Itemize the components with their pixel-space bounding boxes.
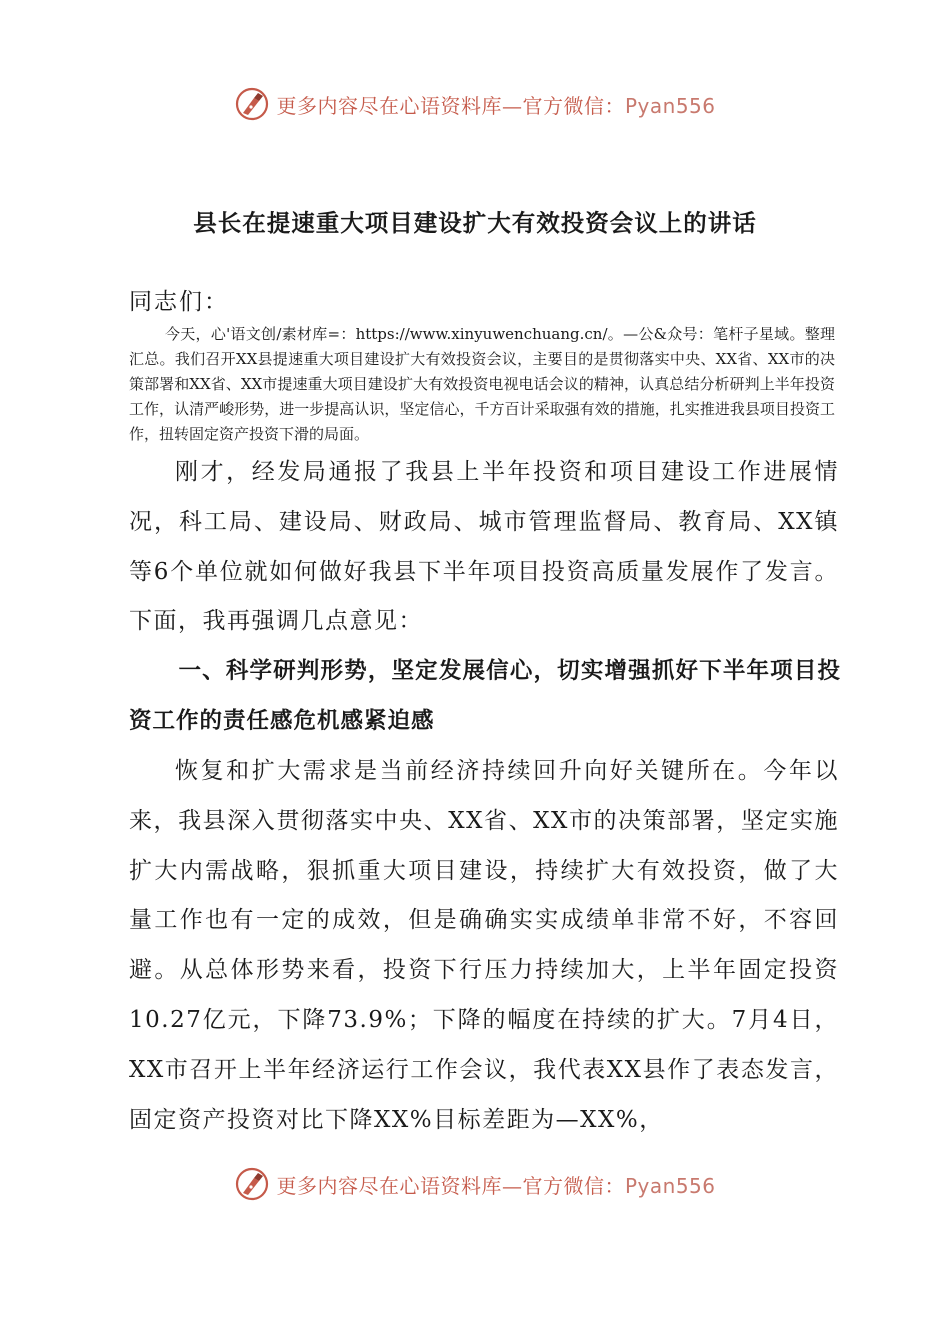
- footer-banner: [0, 1164, 950, 1204]
- section-heading-1: 一、科学研判形势，坚定发展信心，切实增强抓好下半年项目投资工作的责任感危机感紧迫感: [129, 658, 841, 734]
- banner-wechat-id: Pyan556: [624, 93, 716, 118]
- banner-wechat-id: Pyan556: [624, 1173, 716, 1198]
- pen-nib-logo-icon: [234, 86, 270, 122]
- banner-text-cn: 更多内容尽在心语资料库—官方微信：: [276, 1173, 625, 1198]
- body-paragraph-1: 刚才，经发局通报了我县上半年投资和项目建设工作进展情况，科工局、建设局、财政局、城市管理监督局、教育局、XX镇等6个单位就如何做好我县下半年项目投资高质量发展作了发言。下面，我再强调几点意见：: [129, 459, 839, 635]
- body-paragraph-2: 恢复和扩大需求是当前经济持续回升向好关键所在。今年以来，我县深入贯彻落实中央、XX省、XX市的决策部署，坚定实施扩大内需战略，狠抓重大项目建设，持续扩大有效投资，做了大量工作也有一定的成效，但是确确实实成绩单非常不好，不容回避。从总体形势来看，投资下行压力持续加大，上半年固定投资10.27亿元，下降73.9%；下降的幅度在持续的扩大。7月4日，XX市召开上半年经济运行工作会议，我代表XX县作了表态发言，固定资产投资对比下降XX%目标差距为—XX%，: [129, 758, 839, 1133]
- banner-text: [276, 1170, 715, 1199]
- banner-text: [276, 90, 715, 119]
- banner-text-cn: 更多内容尽在心语资料库—官方微信：: [276, 93, 625, 118]
- intro-paragraph: 今天，心'语文创/素材库=：https://www.xinyuwenchuang.cn/。—公&众号：笔杆子星域。整理汇总。我们召开XX县提速重大项目建设扩大有效投资会议，主要目的是贯彻落实中央、XX省、XX市的决策部署和XX省、XX市提速重大项目建设扩大有效投资电视电话会议的精神，认真总结分析研判上半年投资工作，认清严峻形势，进一步提高认识，坚定信心，千方百计采取强有效的措施，扎实推进我县项目投资工作，扭转固定资产投资下滑的局面。: [129, 325, 835, 443]
- document-title: 县长在提速重大项目建设扩大有效投资会议上的讲话: [193, 209, 757, 237]
- salutation: 同志们：: [129, 289, 229, 315]
- pen-nib-logo-icon: [234, 1166, 270, 1202]
- header-banner: [0, 84, 950, 124]
